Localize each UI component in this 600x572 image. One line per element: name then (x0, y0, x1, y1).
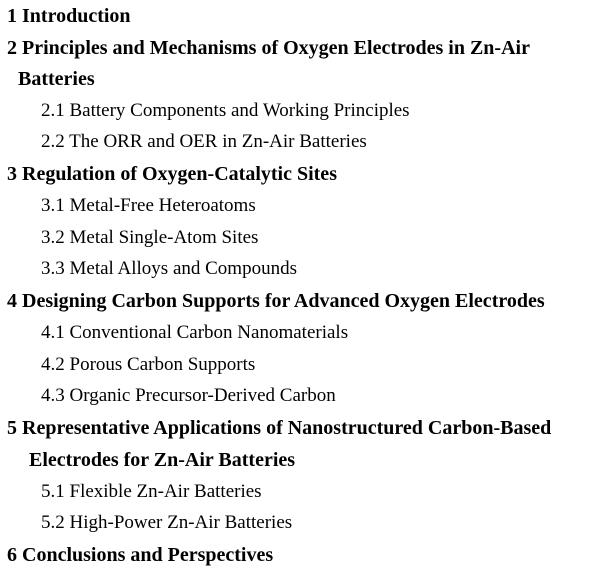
toc-section-3: 3 Regulation of Oxygen-Catalytic Sites (7, 163, 337, 185)
toc-subsection-3-2: 3.2 Metal Single-Atom Sites (41, 227, 259, 248)
toc-section-4: 4 Designing Carbon Supports for Advanced Oxygen Electrodes (7, 290, 545, 312)
toc-subsection-4-2: 4.2 Porous Carbon Supports (41, 354, 256, 375)
toc-section-6: 6 Conclusions and Perspectives (7, 544, 274, 566)
toc-subsection-3-1: 3.1 Metal-Free Heteroatoms (41, 195, 256, 216)
toc-section-2-line-2: Batteries (18, 68, 95, 90)
toc-subsection-5-2: 5.2 High-Power Zn-Air Batteries (41, 512, 293, 533)
toc-section-2-line-1: 2 Principles and Mechanisms of Oxygen Electrodes in Zn-Air (7, 37, 530, 59)
toc-subsection-2-2: 2.2 The ORR and OER in Zn-Air Batteries (41, 131, 367, 152)
toc-subsection-4-1: 4.1 Conventional Carbon Nanomaterials (41, 322, 349, 343)
toc-section-5-line-2: Electrodes for Zn-Air Batteries (29, 449, 296, 471)
toc-section-5-line-1: 5 Representative Applications of Nanostructured Carbon-Based (7, 417, 552, 439)
toc-subsection-2-1: 2.1 Battery Components and Working Principles (41, 100, 410, 121)
toc-section-1: 1 Introduction (7, 5, 131, 27)
toc-subsection-3-3: 3.3 Metal Alloys and Compounds (41, 258, 297, 279)
toc-subsection-4-3: 4.3 Organic Precursor-Derived Carbon (41, 385, 336, 406)
toc-subsection-5-1: 5.1 Flexible Zn-Air Batteries (41, 481, 262, 502)
